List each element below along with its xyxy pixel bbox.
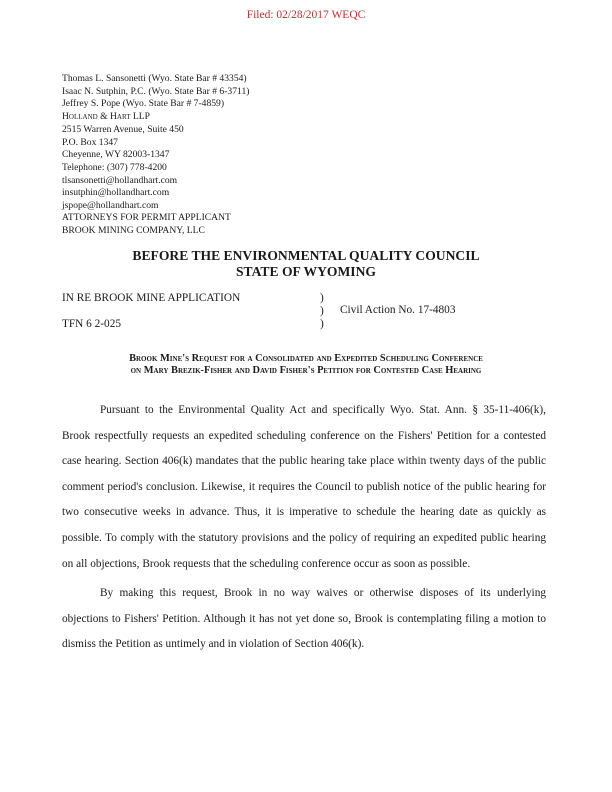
address-line: 2515 Warren Avenue, Suite 450 xyxy=(62,123,184,135)
body-paragraph: By making this request, Brook in no way waives or otherwise disposes of its underlying objections to Fishers' Petition. Although it has not yet done so, Brook is contemplating filing a motion to dismiss the Petition as untimely and in violation of Section 406(k). xyxy=(62,587,546,651)
civil-action-number: Civil Action No. 17-4803 xyxy=(340,304,456,316)
attorney-line: Jeffrey S. Pope (Wyo. State Bar # 7-4859) xyxy=(62,98,225,110)
court-heading xyxy=(0,248,612,280)
document-title-line: Brook Mine's Request for a Consolidated and Expedited Scheduling Conference xyxy=(129,353,483,364)
caption-paren: ) xyxy=(320,292,324,304)
document-title xyxy=(0,353,612,378)
attorneys-for-block xyxy=(62,212,231,237)
attorney-block xyxy=(62,73,249,213)
case-caption xyxy=(62,292,542,336)
matter-number: TFN 6 2-025 xyxy=(62,318,121,330)
client-name: BROOK MINING COMPANY, LLC xyxy=(62,224,205,236)
email-line: tlsansonetti@hollandhart.com xyxy=(62,174,178,186)
email-line: jspope@hollandhart.com xyxy=(62,200,159,212)
law-firm-name: Holland & Hart LLP xyxy=(62,111,150,123)
document-body xyxy=(62,398,546,662)
email-line: insutphin@hollandhart.com xyxy=(62,187,170,199)
body-paragraph: Pursuant to the Environmental Quality Act and specifically Wyo. Stat. Ann. § 35-11-406(k), Brook respectfully requests an expedited scheduling conference on the Fishers' Petition for a contested case hearing. Section 406(k) mandates that the public hearing take place within twenty days of the public comment period's conclusion. Likewise, it requires the Council to publish notice of the public hearing for two consecutive weeks in advance. Thus, it is imperative to schedule the hearing date as quickly as possible. To comply with the statutory provisions and the policy of requiring an expedited public hearing on all objections, Brook requests that the scheduling conference occur as soon as possible. xyxy=(62,404,546,570)
caption-paren: ) xyxy=(320,305,324,317)
telephone-line: Telephone: (307) 778-4200 xyxy=(62,161,167,173)
attorneys-for-line: ATTORNEYS FOR PERMIT APPLICANT xyxy=(62,212,231,223)
attorney-line: Thomas L. Sansonetti (Wyo. State Bar # 43354) xyxy=(62,73,247,84)
council-name: BEFORE THE ENVIRONMENTAL QUALITY COUNCIL xyxy=(132,248,480,263)
document-title-line: on Mary Brezik-Fisher and David Fisher's Petition for Contested Case Hearing xyxy=(130,365,482,377)
caption-paren: ) xyxy=(320,318,324,330)
filed-stamp: Filed: 02/28/2017 WEQC xyxy=(246,9,366,21)
address-line: Cheyenne, WY 82003-1347 xyxy=(62,149,170,161)
state-name: STATE OF WYOMING xyxy=(236,264,376,279)
matter-name: IN RE BROOK MINE APPLICATION xyxy=(62,292,241,304)
address-line: P.O. Box 1347 xyxy=(62,136,118,148)
attorney-line: Isaac N. Sutphin, P.C. (Wyo. State Bar # 6-3711) xyxy=(62,85,250,97)
